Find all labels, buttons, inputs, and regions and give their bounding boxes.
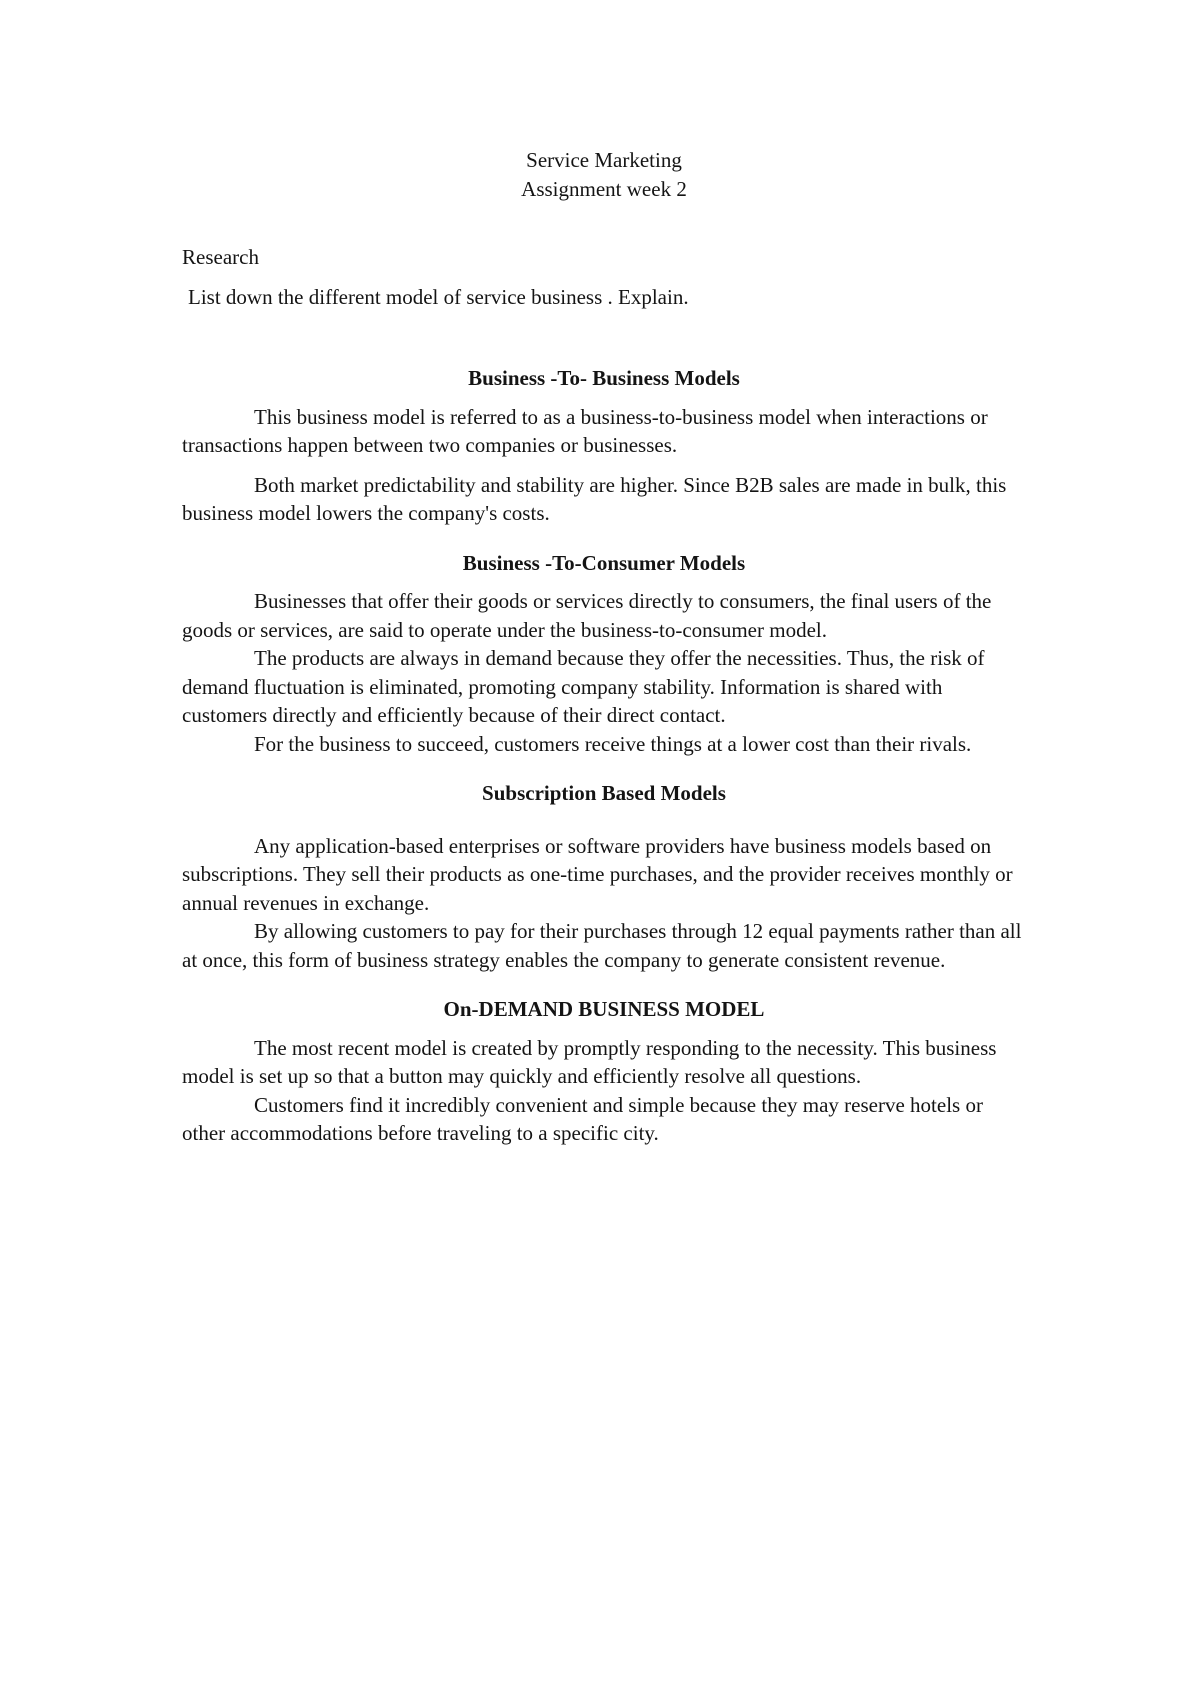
section-heading-subscription: Subscription Based Models xyxy=(482,781,726,805)
document-subtitle: Assignment week 2 xyxy=(521,176,687,201)
paragraph: The products are always in demand because they offer the necessities. Thus, the risk of demand fluctuation is eliminated, promoting company stability. Information is shared with customers directly and efficiently because of their direct contact. xyxy=(182,646,985,727)
section-heading-b2b: Business -To- Business Models xyxy=(468,366,740,390)
paragraph: Both market predictability and stability are higher. Since B2B sales are made in bulk, this business model lowers the company's costs. xyxy=(182,472,1007,525)
paragraph: For the business to succeed, customers receive things at a lower cost than their rivals. xyxy=(254,731,972,756)
section-label: Research xyxy=(182,245,259,269)
paragraph: Any application-based enterprises or software providers have business models based on subscriptions. They sell their products as one-time purchases, and the provider receives monthly or annual revenues in exchange. xyxy=(182,833,1013,915)
paragraph: Customers find it incredibly convenient and simple because they may reserve hotels or other accommodations before traveling to a specific city. xyxy=(182,1092,983,1145)
section-heading-b2c: Business -To-Consumer Models xyxy=(462,550,746,575)
assignment-question: List down the different model of service business . Explain. xyxy=(188,284,689,309)
section-heading-on-demand: On-DEMAND BUSINESS MODEL xyxy=(443,997,765,1021)
paragraph: Businesses that offer their goods or services directly to consumers, the final users of the goods or services, are said to operate under the business-to-consumer model. xyxy=(182,589,992,642)
paragraph: By allowing customers to pay for their purchases through 12 equal payments rather than all at once, this form of business strategy enables the company to generate consistent revenue. xyxy=(182,919,1022,972)
document-body xyxy=(182,146,1026,1148)
paragraph: The most recent model is created by promptly responding to the necessity. This business model is set up so that a button may quickly and efficiently resolve all questions. xyxy=(182,1035,997,1088)
document-title: Service Marketing xyxy=(526,148,682,172)
paragraph: This business model is referred to as a business-to-business model when interactions or transactions happen between two companies or businesses. xyxy=(182,404,988,457)
